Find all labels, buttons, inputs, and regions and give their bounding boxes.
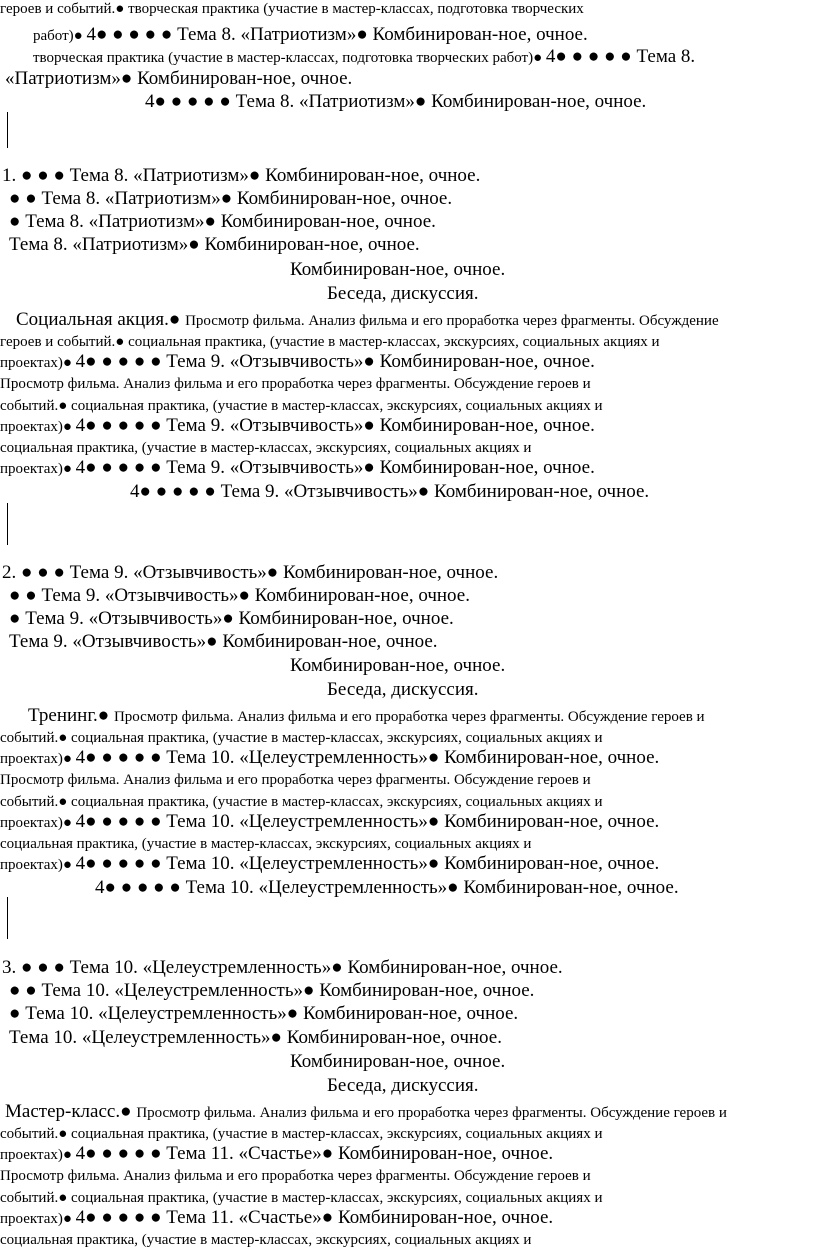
large-text-segment: 4● ● ● ● ● Тема 10. «Целеустремленность»● Комбинирован-ное, очное.	[95, 877, 679, 898]
large-text-segment: 4● ● ● ● ● Тема 11. «Счастье»● Комбинирован-ное, очное.	[75, 1143, 554, 1164]
large-text-segment: Социальная акция.●	[16, 309, 186, 330]
text-line	[0, 440, 531, 456]
small-text-segment: событий.● социальная практика, (участие в мастер-классах, экскурсиях, социальных акциях и	[0, 1190, 603, 1206]
small-text-segment: Просмотр фильма. Анализ фильма и его проработка через фрагменты. Обсуждение героев и	[136, 1105, 727, 1121]
small-text-segment: Просмотр фильма. Анализ фильма и его проработка через фрагменты. Обсуждение героев и	[0, 772, 591, 788]
large-text-segment: Беседа, дискуссия.	[327, 283, 479, 304]
large-text-segment: 4● ● ● ● ● Тема 10. «Целеустремленность»● Комбинирован-ное, очное.	[75, 853, 660, 874]
text-line	[2, 166, 480, 185]
text-line	[33, 25, 588, 44]
text-line	[5, 1102, 727, 1121]
text-line	[0, 1144, 553, 1163]
large-text-segment: 4● ● ● ● ● Тема 11. «Счастье»● Комбинирован-ное, очное.	[75, 1207, 554, 1228]
text-line	[5, 69, 352, 88]
text-line	[2, 958, 563, 977]
text-line	[9, 981, 534, 1000]
small-text-segment: событий.● социальная практика, (участие в мастер-классах, экскурсиях, социальных акциях и	[0, 1126, 603, 1142]
text-line	[9, 212, 436, 231]
text-line	[0, 1, 584, 17]
text-line	[28, 706, 705, 725]
small-text-segment: работ)●	[33, 28, 87, 44]
large-text-segment: Комбинирован-ное, очное.	[290, 259, 506, 280]
text-line	[145, 92, 646, 111]
text-line	[0, 376, 591, 392]
text-line	[0, 772, 591, 788]
large-text-segment: ● Тема 9. «Отзывчивость»● Комбинирован-ное, очное.	[9, 608, 454, 629]
text-line	[130, 482, 649, 501]
large-text-segment: «Патриотизм»● Комбинирован-ное, очное.	[5, 68, 353, 89]
large-text-segment: Тема 9. «Отзывчивость»● Комбинирован-ное, очное.	[9, 631, 438, 652]
large-text-segment: ● ● Тема 10. «Целеустремленность»● Комбинирован-ное, очное.	[9, 980, 535, 1001]
small-text-segment: проектах)●	[0, 857, 76, 873]
small-text-segment: проектах)●	[0, 419, 76, 435]
text-line	[0, 1126, 602, 1142]
large-text-segment: Беседа, дискуссия.	[327, 679, 479, 700]
small-text-segment: Просмотр фильма. Анализ фильма и его проработка через фрагменты. Обсуждение героев и	[113, 709, 705, 725]
text-line	[2, 563, 498, 582]
small-text-segment: проектах)●	[0, 1211, 76, 1227]
margin-mark	[7, 112, 8, 148]
large-text-segment: Мастер-класс.●	[5, 1101, 137, 1122]
text-line	[0, 1232, 531, 1248]
text-line	[33, 47, 695, 66]
text-line	[9, 1004, 518, 1023]
text-line	[0, 1190, 602, 1206]
text-line	[9, 609, 454, 628]
text-line	[290, 1052, 505, 1071]
small-text-segment: творческая практика (участие в мастер-классах, подготовка творческих работ)●	[33, 50, 546, 66]
large-text-segment: 4● ● ● ● ● Тема 8.	[545, 46, 696, 67]
small-text-segment: Просмотр фильма. Анализ фильма и его проработка через фрагменты. Обсуждение героев и	[0, 376, 591, 392]
small-text-segment: проектах)●	[0, 461, 76, 477]
small-text-segment: героев и событий.● социальная практика, (участие в мастер-классах, экскурсиях, социальных акциях и	[0, 334, 660, 350]
text-line	[0, 398, 602, 414]
text-line	[0, 1168, 591, 1184]
small-text-segment: проектах)●	[0, 815, 76, 831]
large-text-segment: Беседа, дискуссия.	[327, 1075, 479, 1096]
text-line	[0, 794, 602, 810]
text-line	[327, 1076, 479, 1095]
small-text-segment: социальная практика, (участие в мастер-классах, экскурсиях, социальных акциях и	[0, 1232, 532, 1248]
text-line	[95, 878, 679, 897]
large-text-segment: 4● ● ● ● ● Тема 9. «Отзывчивость»● Комбинирован-ное, очное.	[75, 457, 595, 478]
text-line	[0, 458, 595, 477]
small-text-segment: событий.● социальная практика, (участие в мастер-классах, экскурсиях, социальных акциях и	[0, 730, 603, 746]
large-text-segment: 4● ● ● ● ● Тема 9. «Отзывчивость»● Комбинирован-ное, очное.	[130, 481, 650, 502]
text-line	[9, 632, 438, 651]
small-text-segment: Просмотр фильма. Анализ фильма и его проработка через фрагменты. Обсуждение героев и	[0, 1168, 591, 1184]
small-text-segment: проектах)●	[0, 751, 76, 767]
large-text-segment: 4● ● ● ● ● Тема 9. «Отзывчивость»● Комбинирован-ное, очное.	[75, 351, 595, 372]
large-text-segment: 4● ● ● ● ● Тема 10. «Целеустремленность»● Комбинирован-ное, очное.	[75, 747, 660, 768]
small-text-segment: проектах)●	[0, 355, 76, 371]
large-text-segment: 4● ● ● ● ● Тема 10. «Целеустремленность»● Комбинирован-ное, очное.	[75, 811, 660, 832]
text-line	[9, 586, 470, 605]
margin-mark	[7, 897, 8, 939]
text-line	[16, 310, 719, 329]
small-text-segment: социальная практика, (участие в мастер-классах, экскурсиях, социальных акциях и	[0, 440, 532, 456]
small-text-segment: проектах)●	[0, 1147, 76, 1163]
large-text-segment: 4● ● ● ● ● Тема 9. «Отзывчивость»● Комбинирован-ное, очное.	[75, 415, 595, 436]
large-text-segment: ● Тема 10. «Целеустремленность»● Комбинирован-ное, очное.	[9, 1003, 519, 1024]
large-text-segment: 2. ● ● ● Тема 9. «Отзывчивость»● Комбинирован-ное, очное.	[2, 562, 499, 583]
large-text-segment: 4● ● ● ● ● Тема 8. «Патриотизм»● Комбинирован-ное, очное.	[145, 91, 647, 112]
text-line	[0, 854, 659, 873]
large-text-segment: Тема 10. «Целеустремленность»● Комбинирован-ное, очное.	[9, 1027, 502, 1048]
large-text-segment: Тема 8. «Патриотизм»● Комбинирован-ное, очное.	[9, 234, 420, 255]
text-line	[0, 812, 659, 831]
text-line	[0, 334, 660, 350]
large-text-segment: 4● ● ● ● ● Тема 8. «Патриотизм»● Комбинирован-ное, очное.	[86, 24, 588, 45]
text-line	[0, 416, 595, 435]
text-line	[0, 748, 659, 767]
text-line	[9, 189, 452, 208]
large-text-segment: 3. ● ● ● Тема 10. «Целеустремленность»● Комбинирован-ное, очное.	[2, 957, 563, 978]
small-text-segment: героев и событий.● творческая практика (участие в мастер-классах, подготовка творческих	[0, 1, 584, 17]
text-line	[0, 1208, 553, 1227]
large-text-segment: ● ● Тема 9. «Отзывчивость»● Комбинирован-ное, очное.	[9, 585, 470, 606]
small-text-segment: событий.● социальная практика, (участие в мастер-классах, экскурсиях, социальных акциях и	[0, 398, 603, 414]
small-text-segment: событий.● социальная практика, (участие в мастер-классах, экскурсиях, социальных акциях и	[0, 794, 603, 810]
text-line	[9, 1028, 502, 1047]
text-line	[290, 656, 505, 675]
text-line	[327, 680, 479, 699]
text-line	[0, 352, 595, 371]
text-line	[0, 730, 602, 746]
text-line	[327, 284, 479, 303]
text-line	[0, 836, 531, 852]
large-text-segment: ● ● Тема 8. «Патриотизм»● Комбинирован-ное, очное.	[9, 188, 453, 209]
text-line	[9, 235, 420, 254]
large-text-segment: Комбинирован-ное, очное.	[290, 655, 506, 676]
small-text-segment: социальная практика, (участие в мастер-классах, экскурсиях, социальных акциях и	[0, 836, 532, 852]
margin-mark	[7, 503, 8, 545]
small-text-segment: Просмотр фильма. Анализ фильма и его проработка через фрагменты. Обсуждение	[185, 313, 719, 329]
large-text-segment: ● Тема 8. «Патриотизм»● Комбинирован-ное, очное.	[9, 211, 436, 232]
large-text-segment: 1. ● ● ● Тема 8. «Патриотизм»● Комбинирован-ное, очное.	[2, 165, 481, 186]
large-text-segment: Тренинг.●	[28, 705, 114, 726]
text-line	[290, 260, 505, 279]
large-text-segment: Комбинирован-ное, очное.	[290, 1051, 506, 1072]
